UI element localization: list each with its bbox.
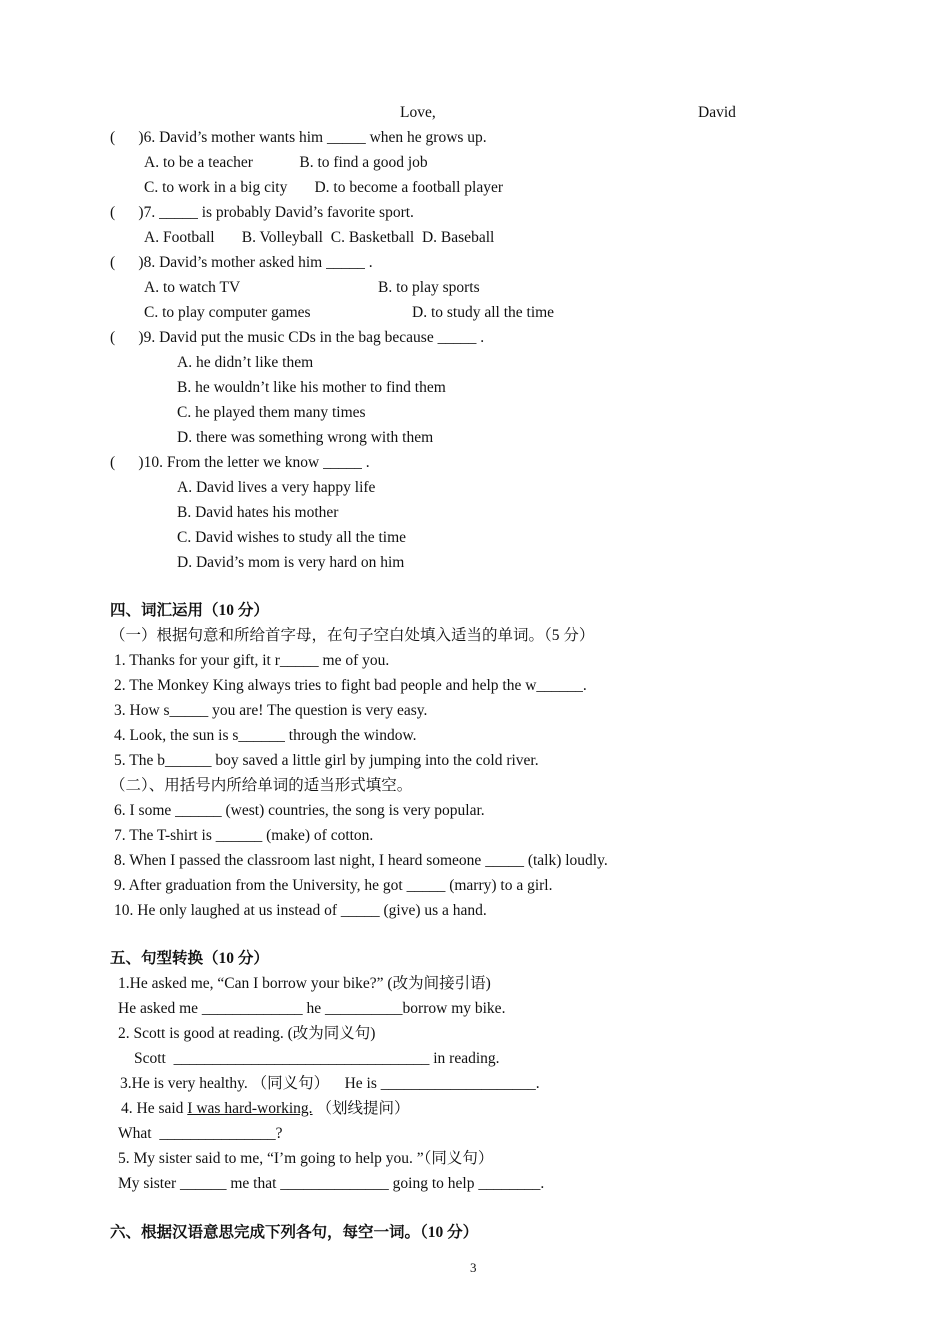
question-7-options: A. Football B. Volleyball C. Basketball D. Baseball [144,229,495,246]
question-9-option-b: B. he wouldn’t like his mother to find them [177,379,446,396]
section-5-title: 五、句型转换（10 分） [110,950,269,967]
question-9-stem: ( )9. David put the music CDs in the bag because _____ . [110,329,485,346]
section-4-item-2: 2. The Monkey King always tries to fight bad people and help the w______. [114,677,587,694]
question-10-option-b: B. David hates his mother [177,504,339,521]
question-6-options-line1: A. to be a teacher B. to find a good job [144,154,428,171]
question-8-option-a: A. to watch TV [144,279,241,296]
question-9-option-a: A. he didn’t like them [177,354,314,371]
question-9-option-c: C. he played them many times [177,404,366,421]
question-6-options-line2: C. to work in a big city D. to become a football player [144,179,503,196]
section-4-item-6: 6. I some ______ (west) countries, the song is very popular. [114,802,485,819]
page-number: 3 [470,1260,477,1275]
section-4-part2-title: （二）、用括号内所给单词的适当形式填空。 [110,777,413,794]
question-10-option-c: C. David wishes to study all the time [177,529,407,546]
question-10-option-a: A. David lives a very happy life [177,479,376,496]
letter-signature-name: David [698,104,736,121]
section-5-item-1-answer: He asked me _____________ he __________borrow my bike. [118,1000,506,1017]
section-4-item-9: 9. After graduation from the University, he got _____ (marry) to a girl. [114,877,553,894]
question-8-option-d: D. to study all the time [412,304,555,321]
section-5-item-4-answer: What _______________? [118,1125,283,1142]
section-4-item-7: 7. The T-shirt is ______ (make) of cotton. [114,827,374,844]
question-6-stem: ( )6. David’s mother wants him _____ when he grows up. [110,129,487,146]
section-4-item-1: 1. Thanks for your gift, it r_____ me of you. [114,652,390,669]
section-4-title: 四、词汇运用（10 分） [110,602,269,619]
section-6-title: 六、根据汉语意思完成下列各句，每空一词。（10 分） [110,1224,479,1241]
section-5-item-3: 3.He is very healthy. （同义句） He is ____________________. [120,1075,540,1092]
question-7-stem: ( )7. _____ is probably David’s favorite sport. [110,204,414,221]
section-5-item-5-answer: My sister ______ me that ______________ going to help ________. [118,1175,545,1192]
section-5-item-2: 2. Scott is good at reading. (改为同义句) [118,1025,376,1042]
section-5-item-4 [121,1099,409,1119]
section-4-item-10: 10. He only laughed at us instead of _____ (give) us a hand. [114,902,487,919]
question-8-stem: ( )8. David’s mother asked him _____ . [110,254,373,271]
question-8-option-b: B. to play sports [378,279,480,296]
section-5-item-4-underlined: I was hard-working. [187,1100,313,1117]
section-4-item-4: 4. Look, the sun is s______ through the window. [114,727,417,744]
section-5-item-1: 1.He asked me, “Can I borrow your bike?” (改为间接引语) [118,975,491,992]
section-4-part1-title: （一）根据句意和所给首字母，在句子空白处填入适当的单词。（5 分） [110,627,595,644]
question-8-option-c: C. to play computer games [144,304,311,321]
section-5-item-2-answer: Scott _________________________________ in reading. [134,1050,500,1067]
question-9-option-d: D. there was something wrong with them [177,429,434,446]
section-5-item-5: 5. My sister said to me, “I’m going to help you. ”（同义句） [118,1150,494,1167]
section-4-item-8: 8. When I passed the classroom last night, I heard someone _____ (talk) loudly. [114,852,608,869]
section-5-item-4-prefix: 4. He said [121,1100,188,1117]
letter-closing: Love, [400,104,436,121]
question-10-option-d: D. David’s mom is very hard on him [177,554,405,571]
question-10-stem: ( )10. From the letter we know _____ . [110,454,370,471]
section-4-item-5: 5. The b______ boy saved a little girl by jumping into the cold river. [114,752,539,769]
section-5-item-4-instruction: （划线提问） [312,1100,410,1117]
section-4-item-3: 3. How s_____ you are! The question is very easy. [114,702,428,719]
